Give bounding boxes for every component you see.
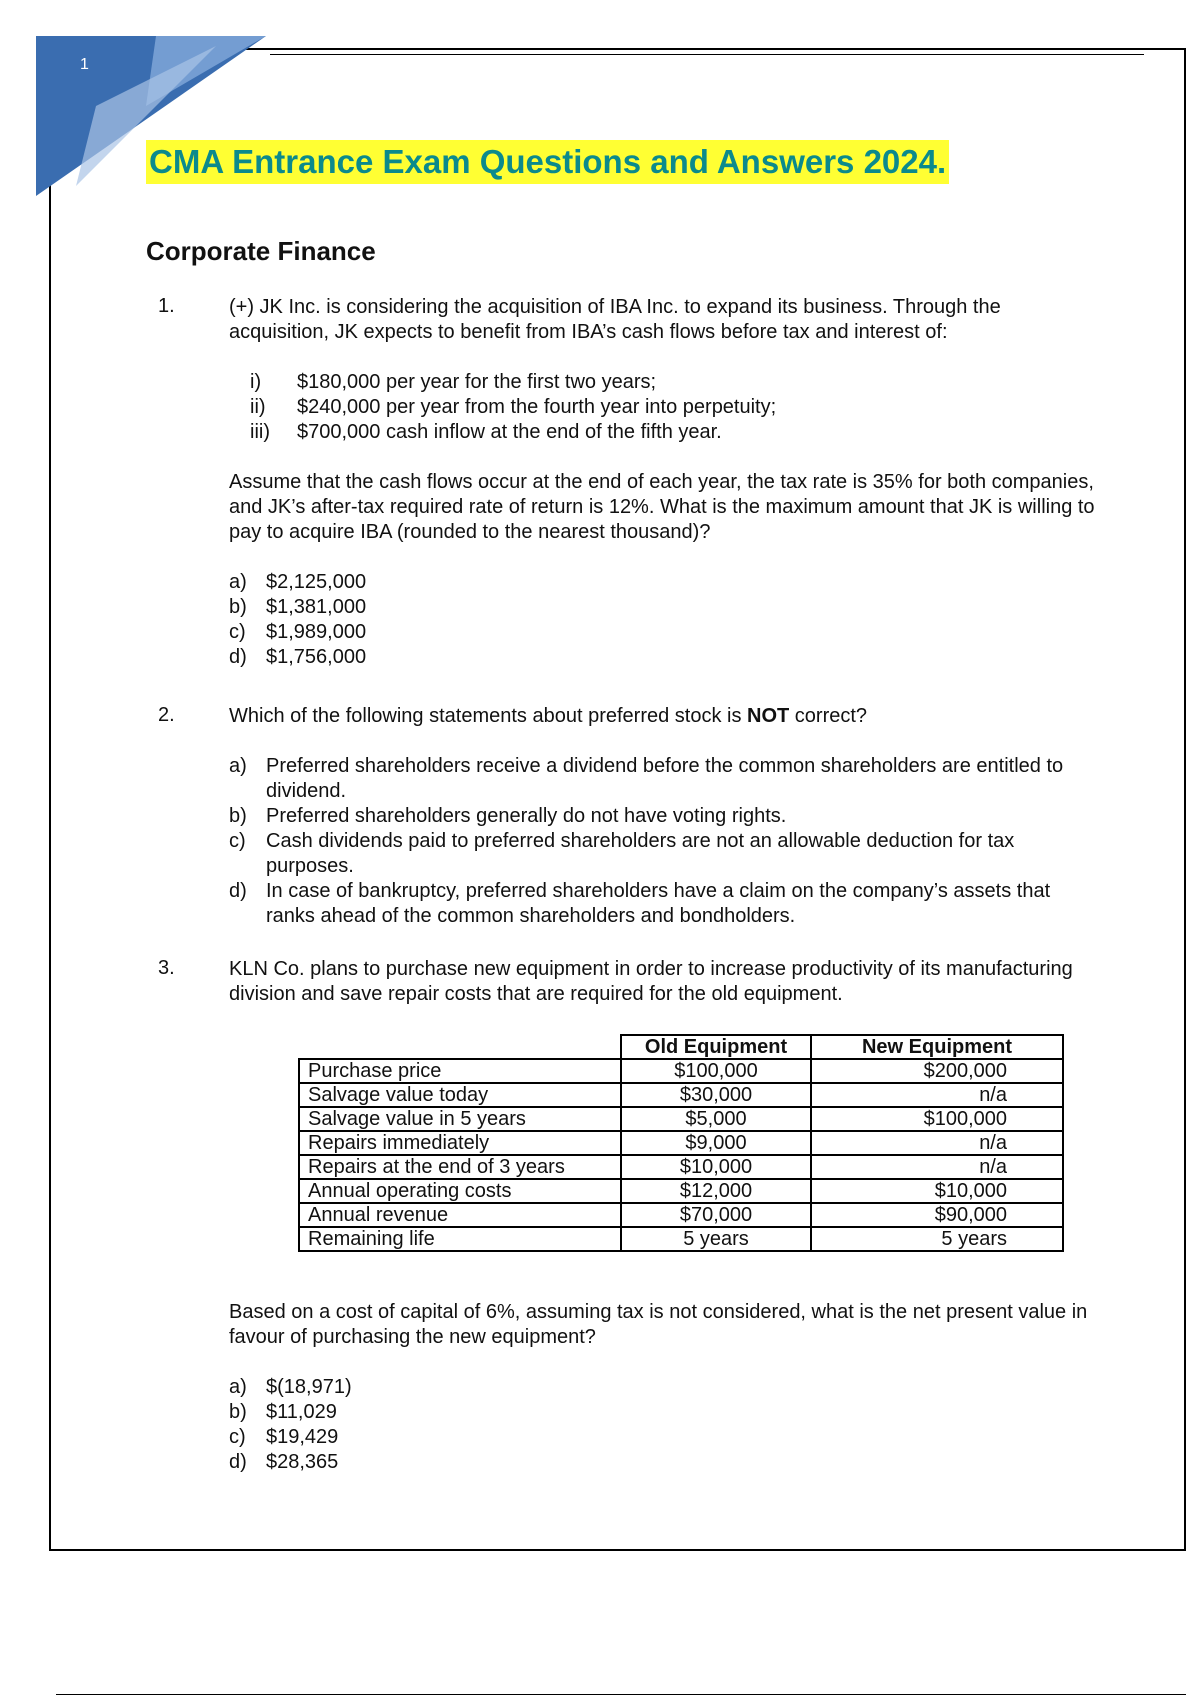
option-text: $1,381,000	[266, 596, 367, 618]
answer-option-3c	[229, 1425, 1099, 1450]
question-1-followup: Assume that the cash flows occur at the end of each year, the tax rate is 35% for both companies, and JK’s after-tax required rate of return is 12%. What is the maximum amount that JK is willing to pay to acquire IBA (rounded to the nearest thousand)?	[229, 471, 1095, 543]
list-item-text: $700,000 cash inflow at the end of the fifth year.	[297, 421, 722, 443]
option-text: Preferred shareholders generally do not have voting rights.	[266, 805, 787, 827]
new-equipment-value: $90,000	[811, 1203, 1063, 1227]
question-2-stem-end: correct?	[789, 705, 868, 727]
option-text: $19,429	[266, 1426, 339, 1448]
new-equipment-value: n/a	[811, 1131, 1063, 1155]
option-text: In case of bankruptcy, preferred shareholders have a claim on the company’s assets that ranks ahead of the common shareholders and bondholders.	[266, 880, 1051, 927]
row-label: Purchase price	[299, 1059, 621, 1083]
answer-option-2c	[229, 829, 1099, 879]
option-label: d)	[229, 880, 247, 902]
answer-option-3d	[229, 1450, 1099, 1475]
option-text: $(18,971)	[266, 1376, 352, 1398]
list-item-label: i)	[250, 371, 262, 393]
question-2-stem-start: Which of the following statements about preferred stock is	[229, 705, 748, 727]
question-3	[229, 957, 1099, 1007]
question-2-number: 2.	[158, 704, 175, 726]
option-label: c)	[229, 621, 246, 643]
question-3-stem: KLN Co. plans to purchase new equipment in order to increase productivity of its manufacturing division and save repair costs that are required for the old equipment.	[229, 958, 1073, 1005]
new-equipment-value: $200,000	[811, 1059, 1063, 1083]
new-equipment-value: $100,000	[811, 1107, 1063, 1131]
answer-option-1d	[229, 645, 1099, 670]
answer-option-2d	[229, 879, 1099, 929]
option-label: c)	[229, 830, 246, 852]
option-label: a)	[229, 571, 247, 593]
option-label: b)	[229, 1401, 247, 1423]
option-text: $28,365	[266, 1451, 339, 1473]
new-equipment-value: $10,000	[811, 1179, 1063, 1203]
old-equipment-value: $5,000	[621, 1107, 811, 1131]
table-row	[299, 1083, 1063, 1107]
question-1-number: 1.	[158, 295, 175, 317]
list-item	[229, 370, 1099, 395]
new-equipment-value: n/a	[811, 1155, 1063, 1179]
table-row	[299, 1131, 1063, 1155]
old-equipment-value: $10,000	[621, 1155, 811, 1179]
answer-option-2a	[229, 754, 1099, 804]
footer-rule	[56, 1694, 1186, 1695]
column-header-old-equipment: Old Equipment	[621, 1035, 811, 1059]
table-row	[299, 1227, 1063, 1251]
row-label: Repairs immediately	[299, 1131, 621, 1155]
corner-decoration-graphic	[36, 36, 276, 196]
answer-option-2b	[229, 804, 1099, 829]
answer-option-1b	[229, 595, 1099, 620]
answer-option-3a	[229, 1375, 1099, 1400]
document-title: CMA Entrance Exam Questions and Answers 2024.	[146, 140, 949, 184]
table-row	[299, 1107, 1063, 1131]
row-label: Annual revenue	[299, 1203, 621, 1227]
equipment-comparison-table	[298, 1034, 1064, 1252]
question-2-stem	[229, 704, 1099, 729]
question-3-number: 3.	[158, 957, 175, 979]
question-2-stem-emphasis: NOT	[747, 705, 790, 727]
table-row	[299, 1179, 1063, 1203]
option-label: a)	[229, 1376, 247, 1398]
row-label: Repairs at the end of 3 years	[299, 1155, 621, 1179]
table-row	[299, 1203, 1063, 1227]
list-item-text: $240,000 per year from the fourth year into perpetuity;	[297, 396, 777, 418]
page-number: 1	[80, 56, 89, 73]
section-heading: Corporate Finance	[146, 236, 376, 266]
list-item	[229, 395, 1099, 420]
row-label: Salvage value today	[299, 1083, 621, 1107]
question-1-stem: (+) JK Inc. is considering the acquisition of IBA Inc. to expand its business. Through the acquisition, JK expects to benefit from IBA’s cash flows before tax and interest of:	[229, 296, 1001, 343]
old-equipment-value: $30,000	[621, 1083, 811, 1107]
list-item-label: iii)	[250, 421, 270, 443]
table-row	[299, 1059, 1063, 1083]
list-item	[229, 420, 1099, 445]
list-item-text: $180,000 per year for the first two years;	[297, 371, 657, 393]
new-equipment-value: n/a	[811, 1083, 1063, 1107]
old-equipment-value: $9,000	[621, 1131, 811, 1155]
question-1	[229, 295, 1099, 670]
table-header-blank	[299, 1035, 621, 1059]
answer-option-1c	[229, 620, 1099, 645]
list-item-label: ii)	[250, 396, 266, 418]
column-header-new-equipment: New Equipment	[811, 1035, 1063, 1059]
option-text: $1,756,000	[266, 646, 367, 668]
old-equipment-value: 5 years	[621, 1227, 811, 1251]
question-2	[229, 704, 1099, 929]
option-text: $2,125,000	[266, 571, 367, 593]
new-equipment-value: 5 years	[811, 1227, 1063, 1251]
option-text: $1,989,000	[266, 621, 367, 643]
old-equipment-value: $100,000	[621, 1059, 811, 1083]
old-equipment-value: $12,000	[621, 1179, 811, 1203]
option-label: b)	[229, 805, 247, 827]
table-header-row	[299, 1035, 1063, 1059]
option-label: a)	[229, 755, 247, 777]
row-label: Salvage value in 5 years	[299, 1107, 621, 1131]
option-text: $11,029	[266, 1401, 337, 1423]
option-text: Preferred shareholders receive a dividend before the common shareholders are entitled to dividend.	[266, 755, 1064, 802]
option-label: d)	[229, 646, 247, 668]
old-equipment-value: $70,000	[621, 1203, 811, 1227]
answer-option-1a	[229, 570, 1099, 595]
question-3-continued	[229, 1300, 1099, 1475]
answer-option-3b	[229, 1400, 1099, 1425]
option-label: b)	[229, 596, 247, 618]
option-label: c)	[229, 1426, 246, 1448]
table-row	[299, 1155, 1063, 1179]
option-label: d)	[229, 1451, 247, 1473]
row-label: Annual operating costs	[299, 1179, 621, 1203]
row-label: Remaining life	[299, 1227, 621, 1251]
option-text: Cash dividends paid to preferred shareholders are not an allowable deduction for tax purposes.	[266, 830, 1015, 877]
question-3-followup: Based on a cost of capital of 6%, assuming tax is not considered, what is the net present value in favour of purchasing the new equipment?	[229, 1301, 1088, 1348]
